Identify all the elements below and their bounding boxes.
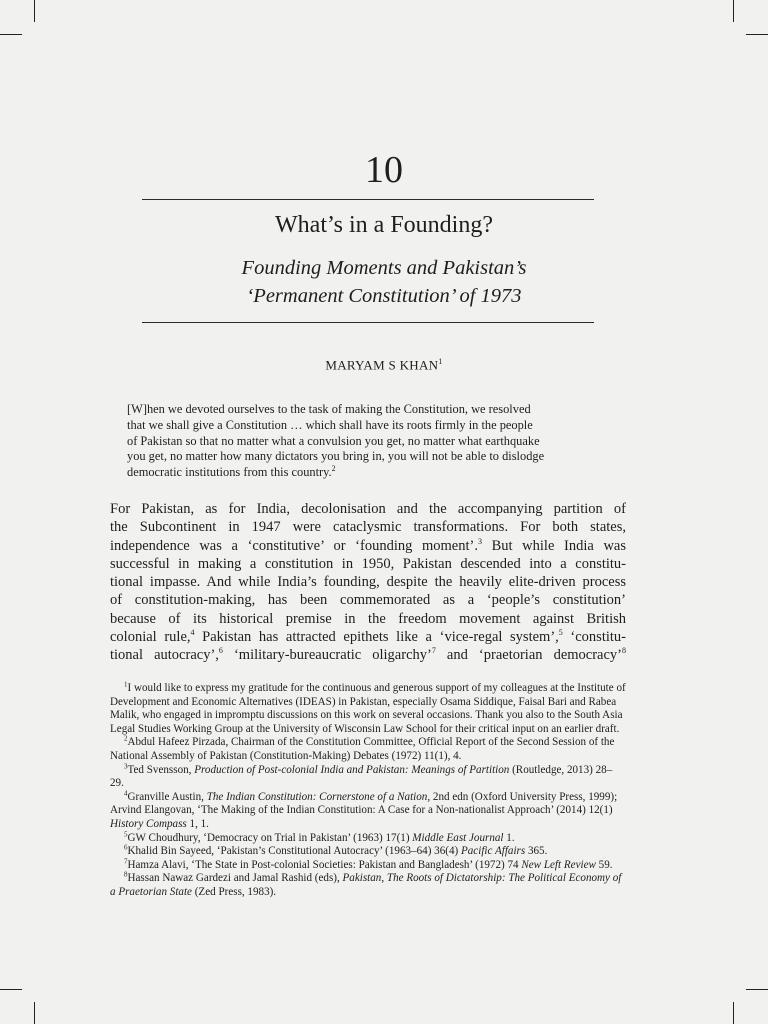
footnote-text: GW Choudhury, ‘Democracy on Trial in Pakistan’ (1963) 17(1) [127,831,413,844]
footnote-1 [110,682,626,736]
footnote-text: Ted Svensson, [127,763,195,776]
footnote-marker: 7 [124,857,128,866]
epigraph [127,402,607,481]
body-line [110,537,626,555]
crop-mark-bottom-right-vertical [733,1002,734,1024]
body-line: successful in making a constitution in 1950, Pakistan descended into a constitu- [110,555,626,572]
epigraph-line: [W]hen we devoted ourselves to the task of making the Constitution, we resolved [127,402,531,416]
footnote-text: 1. [503,831,515,844]
body-line-text: ‘military-bureaucratic oligarchy’ [222,647,432,664]
footnote-ref-5[interactable]: 5 [558,628,563,638]
body-line: because of its historical premise in the freedom movement against British [110,610,626,627]
footnote-8 [110,872,626,899]
footnote-marker: 3 [124,761,128,770]
chapter-subtitle [0,254,768,310]
crop-mark-bottom-left-horizontal [0,989,22,990]
body-line-text: independence was a ‘constitutive’ or ‘founding moment’. [110,537,478,554]
title-rule-top [142,199,594,200]
chapter-number: 10 [365,149,403,191]
footnote-text: 1, 1. [186,817,209,830]
author-note-marker: 1 [438,357,443,366]
footnote-title: The Indian Constitution: Cornerstone of a Nation [206,790,428,803]
body-line [110,628,626,646]
crop-mark-bottom-left-vertical [34,1002,35,1024]
footnote-text: 365. [525,845,548,858]
footnote-text: (Zed Press, 1983). [191,885,277,898]
footnote-marker: 4 [124,789,128,798]
crop-mark-top-left-horizontal [0,34,22,35]
crop-mark-top-left-vertical [34,0,35,22]
body-line-text: tional autocracy’, [110,647,219,664]
footnote-text: (Routledge, 2013) 28–29. [110,763,613,790]
body-line-text: and ‘praetorian democracy’ [435,647,623,664]
footnote-title: History Compass [110,817,187,830]
crop-mark-bottom-right-horizontal [746,989,768,990]
body-line [110,646,626,664]
footnote-marker: 8 [124,870,128,879]
footnote-text: Granville Austin, [127,790,207,803]
footnote-marker: 2 [124,734,128,743]
chapter-title: What’s in a Founding? [275,212,493,238]
footnote-2 [110,736,626,763]
footnote-text: Abdul Hafeez Pirzada, Chairman of the Constitution Committee, Official Report of the Second Session of the National Assembly of Pakistan (Constitution-Making) Debates (1972) 11(1), 4. [110,736,615,762]
epigraph-line: of Pakistan so that no matter what a convulsion you get, no matter what earthquake [127,433,540,448]
footnote-title: Pacific Affairs [460,845,526,858]
footnote-text: Hassan Nawaz Gardezi and Jamal Rashid (eds), [127,872,343,885]
subtitle-line-2: ‘Permanent Constitution’ of 1973 [246,285,522,307]
footnote-ref-8[interactable]: 8 [622,646,627,656]
body-line: of constitution-making, has been commemorated as a ‘people’s constitution’ [110,592,626,609]
author-name [0,353,768,374]
footnote-text: Hamza Alavi, ‘The State in Post-colonial Societies: Pakistan and Bangladesh’ (1972) 74 [127,858,522,871]
footnote-ref-3[interactable]: 3 [477,536,482,546]
footnote-7 [110,859,626,873]
body-line: For Pakistan, as for India, decolonisation and the accompanying partition of [110,501,626,517]
epigraph-line-text: democratic institutions from this country. [127,465,332,480]
body-paragraph [110,500,626,665]
footnote-6 [110,845,626,859]
crop-mark-top-right-vertical [733,0,734,22]
title-rule-bottom [142,322,594,323]
body-line: tional impasse. And while India’s founding, despite the heavily elite-driven process [110,574,626,591]
footnote-text: I would like to express my gratitude for the continuous and generous support of my colleagues at the Institute of Development and Economic Alternatives (IDEAS) in Pakistan, especially Osama Siddique, Faisal Bari and Rabea Malik, who engaged in impromptu discussions on this work on several occasions. Thank you also to the South Asia Legal Studies Working Group at the University of Wisconsin Law School for their critical input on an earlier draft. [110,682,626,735]
body-line-text: Pakistan has attracted epithets like a ‘vice-regal system’, [194,629,559,646]
body-line-text: colonial rule, [110,629,191,646]
footnote-text: , 2nd edn (Oxford University Press, 1999); Arvind Elangovan, ‘The Making of the Indian Constitution: A Case for a Non-nationalist Approach’ (2014) 12(1) [110,790,618,817]
footnote-ref-6[interactable]: 6 [218,646,223,656]
footnote-title: New Left Review [521,858,596,871]
footnote-5 [110,829,626,846]
body-line-text: ‘constitu- [562,629,626,646]
footnote-title: Production of Post-colonial India and Pakistan: Meanings of Partition [194,763,510,776]
footnote-ref-4[interactable]: 4 [190,628,195,638]
epigraph-note-marker: 2 [331,464,336,474]
footnote-4 [110,791,626,832]
epigraph-line [127,465,607,481]
footnote-3 [110,761,626,791]
body-line: the Subcontinent in 1947 were cataclysmic transformations. For both states, [110,519,626,536]
epigraph-line: you get, no matter how many dictators you bring in, you will not be able to dislodge [127,449,545,464]
footnote-marker: 1 [124,680,128,689]
epigraph-line: that we shall give a Constitution … which shall have its roots firmly in the people [127,417,533,432]
footnote-text: Khalid Bin Sayeed, ‘Pakistan’s Constitutional Autocracy’ (1963–64) 36(4) [127,845,461,858]
footnote-title: Middle East Journal [412,831,504,844]
footnote-marker: 6 [124,843,128,852]
author-name-text: MARYAM S KHAN [325,357,439,373]
footnote-ref-7[interactable]: 7 [431,646,436,656]
crop-mark-top-right-horizontal [746,34,768,35]
subtitle-line-1: Founding Moments and Pakistan’s [241,257,527,279]
footnotes [110,682,626,900]
footnote-title: Pakistan, The Roots of Dictatorship: The Political Economy of a Praetorian State [110,872,622,898]
body-line-text: But while India was [481,537,627,554]
footnote-marker: 5 [124,829,128,838]
footnote-text: 59. [595,858,613,871]
